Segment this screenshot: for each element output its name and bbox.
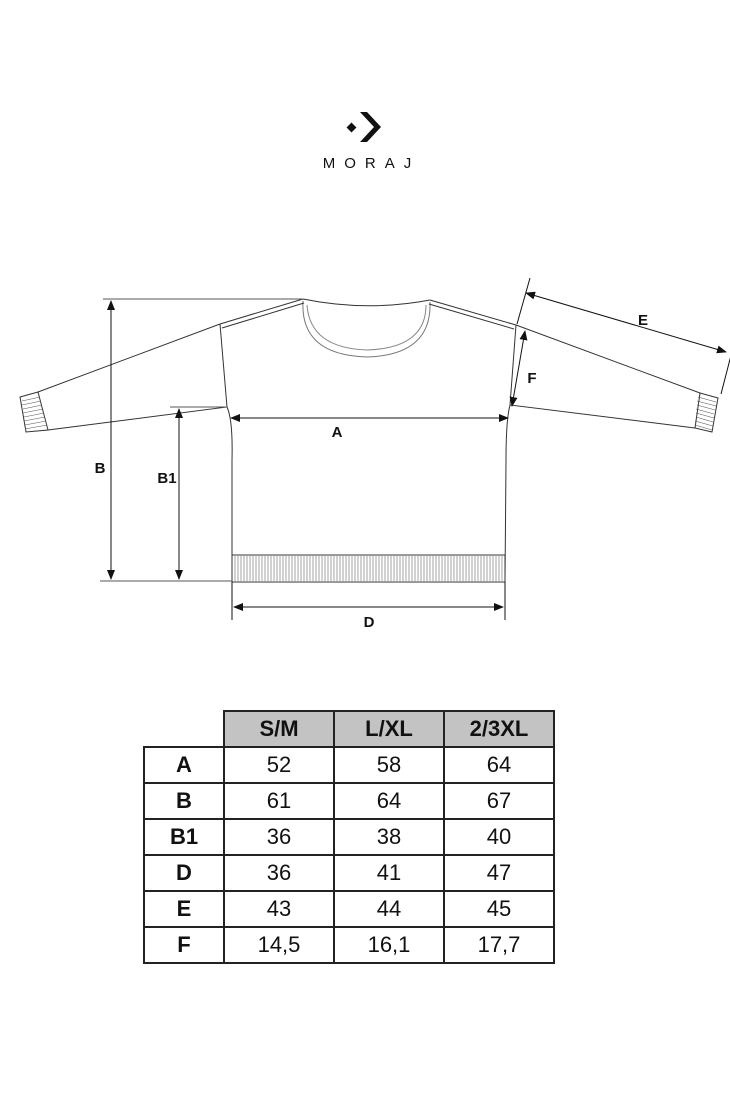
dim-label-f: F — [527, 370, 537, 387]
size-table — [143, 710, 555, 964]
column-header: 2/3XL — [444, 711, 554, 747]
table-header-row — [144, 711, 554, 747]
table-row — [144, 783, 554, 819]
table-cell: 58 — [334, 747, 444, 783]
dim-label-d: D — [363, 614, 375, 631]
table-cell: 67 — [444, 783, 554, 819]
table-cell: 16,1 — [334, 927, 444, 963]
row-label: A — [144, 747, 224, 783]
dim-label-a: A — [331, 424, 343, 441]
table-row — [144, 747, 554, 783]
table-cell: 64 — [334, 783, 444, 819]
table-cell: 45 — [444, 891, 554, 927]
table-cell: 38 — [334, 819, 444, 855]
table-cell: 64 — [444, 747, 554, 783]
column-header: S/M — [224, 711, 334, 747]
table-cell: 44 — [334, 891, 444, 927]
table-cell: 36 — [224, 819, 334, 855]
dim-label-b: B — [94, 460, 106, 477]
sweater-outline — [20, 299, 718, 582]
hem-ribbing — [235, 556, 502, 581]
table-row — [144, 855, 554, 891]
table-row — [144, 819, 554, 855]
table-cell: 47 — [444, 855, 554, 891]
table-cell: 41 — [334, 855, 444, 891]
row-label: F — [144, 927, 224, 963]
table-cell: 43 — [224, 891, 334, 927]
row-label: B1 — [144, 819, 224, 855]
row-label: E — [144, 891, 224, 927]
column-header: L/XL — [334, 711, 444, 747]
table-row — [144, 927, 554, 963]
table-cell: 52 — [224, 747, 334, 783]
table-cell: 17,7 — [444, 927, 554, 963]
dim-label-e: E — [637, 312, 649, 329]
table-cell: 36 — [224, 855, 334, 891]
table-row — [144, 891, 554, 927]
table-cell: 40 — [444, 819, 554, 855]
table-cell: 14,5 — [224, 927, 334, 963]
row-label: D — [144, 855, 224, 891]
table-cell: 61 — [224, 783, 334, 819]
dim-label-b1: B1 — [157, 470, 177, 487]
row-label: B — [144, 783, 224, 819]
brand-name: MORAJ — [322, 155, 421, 172]
